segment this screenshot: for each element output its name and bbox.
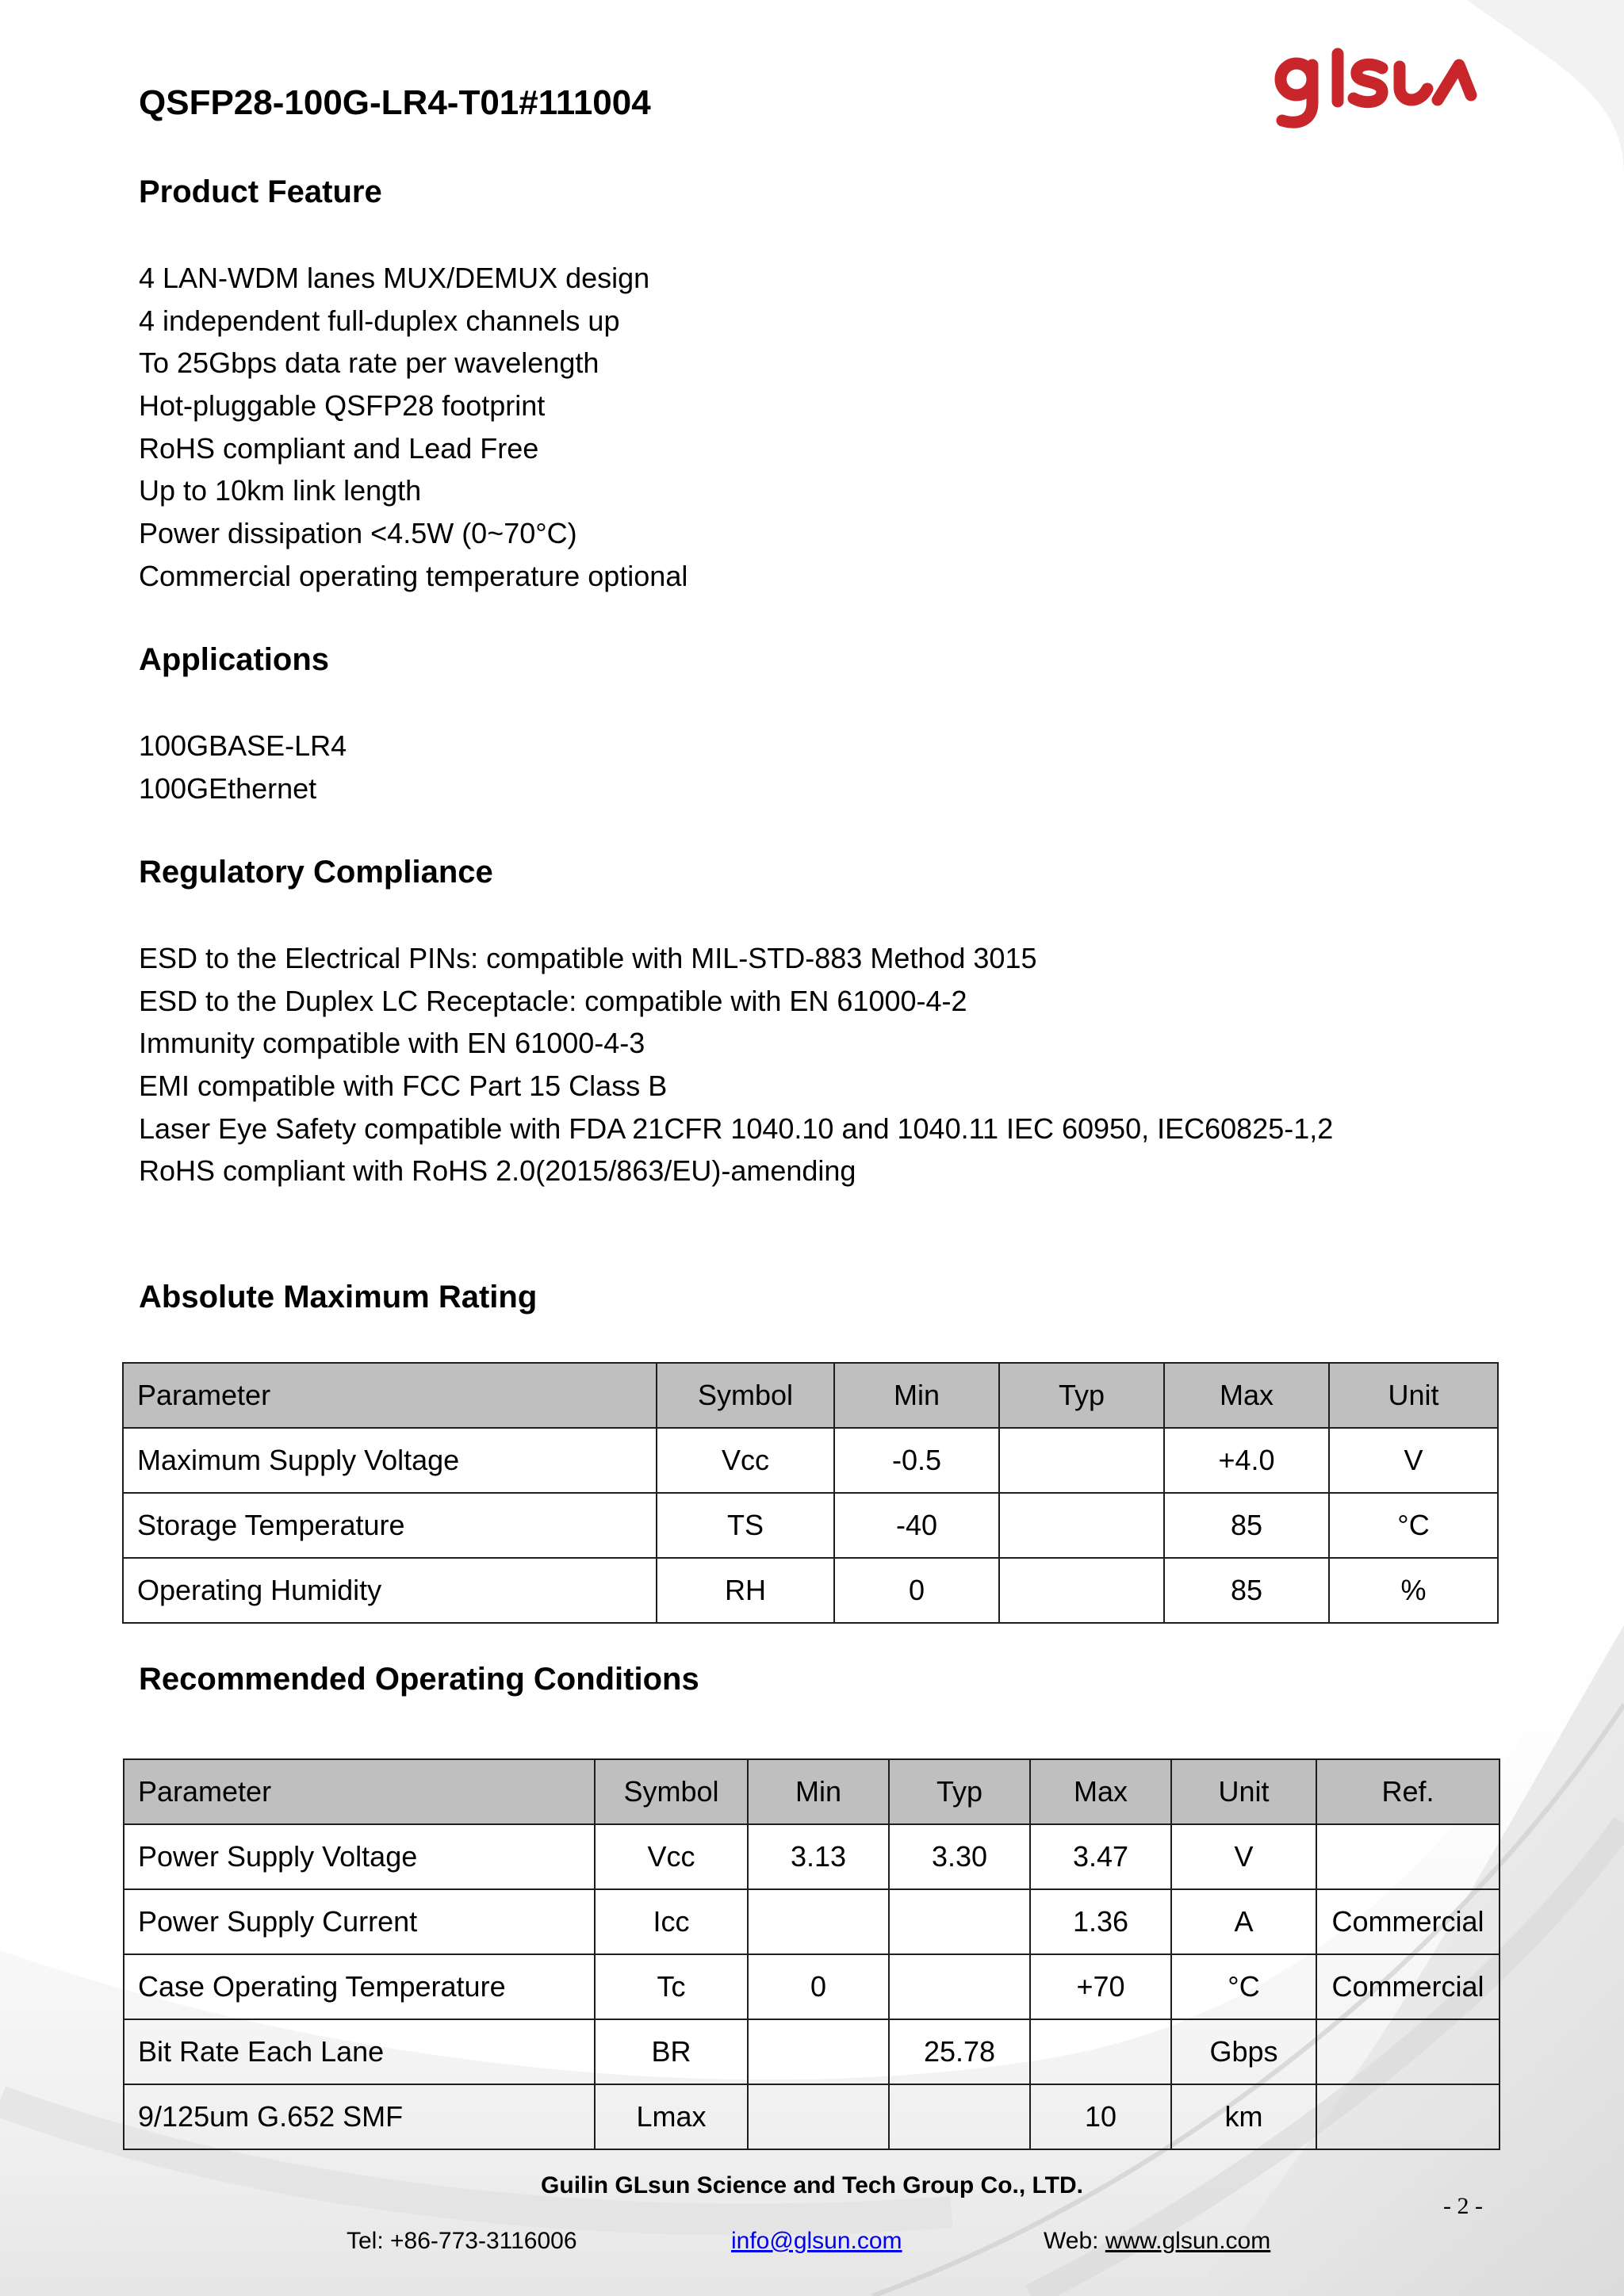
list-item: 100GEthernet	[139, 771, 317, 805]
table-cell: Vcc	[595, 1824, 748, 1889]
list-item: EMI compatible with FCC Part 15 Class B	[139, 1070, 668, 1103]
column-header: Parameter	[124, 1759, 595, 1824]
column-header: Min	[834, 1363, 999, 1428]
table-cell: 0	[748, 1954, 889, 2019]
table-cell: 3.47	[1030, 1824, 1171, 1889]
list-item: Immunity compatible with EN 61000-4-3	[139, 1027, 645, 1060]
column-header: Typ	[999, 1363, 1164, 1428]
table-cell: 3.13	[748, 1824, 889, 1889]
recommended-operating-conditions-table	[123, 1758, 1500, 2150]
table-cell: Maximum Supply Voltage	[123, 1428, 657, 1493]
list-item: RoHS compliant and Lead Free	[139, 431, 539, 465]
table-cell: 0	[834, 1558, 999, 1623]
column-header: Typ	[889, 1759, 1030, 1824]
section-heading-product-feature: Product Feature	[139, 174, 382, 209]
table-cell: Storage Temperature	[123, 1493, 657, 1558]
list-item: RoHS compliant with RoHS 2.0(2015/863/EU)-amending	[139, 1154, 856, 1188]
table-cell: TS	[657, 1493, 834, 1558]
table-row	[123, 1493, 1498, 1558]
section-heading-recommended-operating-conditions: Recommended Operating Conditions	[139, 1662, 699, 1697]
column-header: Ref.	[1316, 1759, 1500, 1824]
column-header: Min	[748, 1759, 889, 1824]
footer-telephone: Tel: +86-773-3116006	[347, 2228, 577, 2254]
applications-list	[139, 725, 347, 809]
table-cell: V	[1329, 1428, 1498, 1493]
page-number: - 2 -	[1443, 2193, 1483, 2219]
list-item: Laser Eye Safety compatible with FDA 21CFR 1040.10 and 1040.11 IEC 60950, IEC60825-1,2	[139, 1112, 1334, 1145]
table-cell: Vcc	[657, 1428, 834, 1493]
list-item: To 25Gbps data rate per wavelength	[139, 346, 599, 380]
table-cell: %	[1329, 1558, 1498, 1623]
table-cell: Lmax	[595, 2084, 748, 2149]
table-cell: +70	[1030, 1954, 1171, 2019]
table-header-row	[124, 1759, 1500, 1824]
table-cell: °C	[1171, 1954, 1316, 2019]
table-cell: 9/125um G.652 SMF	[124, 2084, 595, 2149]
table-cell: Bit Rate Each Lane	[124, 2019, 595, 2084]
table-cell: BR	[595, 2019, 748, 2084]
table-cell	[999, 1558, 1164, 1623]
column-header: Unit	[1171, 1759, 1316, 1824]
section-heading-absolute-maximum-rating: Absolute Maximum Rating	[139, 1280, 538, 1314]
list-item: Hot-pluggable QSFP28 footprint	[139, 389, 546, 423]
column-header: Symbol	[657, 1363, 834, 1428]
regulatory-compliance-list	[139, 937, 1333, 1192]
absolute-maximum-rating-table	[122, 1362, 1499, 1624]
list-item: ESD to the Electrical PINs: compatible with MIL-STD-883 Method 3015	[139, 942, 1037, 974]
table-cell: A	[1171, 1889, 1316, 1954]
table-cell: Case Operating Temperature	[124, 1954, 595, 2019]
table-cell: Commercial	[1316, 1954, 1500, 2019]
table-cell	[889, 1954, 1030, 2019]
column-header: Max	[1030, 1759, 1171, 1824]
table-cell	[1030, 2019, 1171, 2084]
table-cell: 1.36	[1030, 1889, 1171, 1954]
column-header: Unit	[1329, 1363, 1498, 1428]
column-header: Parameter	[123, 1363, 657, 1428]
table-cell: Gbps	[1171, 2019, 1316, 2084]
list-item: Up to 10km link length	[139, 474, 422, 507]
section-heading-regulatory-compliance: Regulatory Compliance	[139, 855, 493, 890]
table-cell: Power Supply Current	[124, 1889, 595, 1954]
table-cell	[889, 1889, 1030, 1954]
table-cell: Commercial	[1316, 1889, 1500, 1954]
table-cell	[1316, 2019, 1500, 2084]
table-cell: km	[1171, 2084, 1316, 2149]
list-item: Commercial operating temperature optional	[139, 559, 688, 592]
table-cell: -40	[834, 1493, 999, 1558]
table-row	[124, 1824, 1500, 1889]
table-cell	[748, 1889, 889, 1954]
list-item: Power dissipation <4.5W (0~70°C)	[139, 517, 577, 550]
footer-web-label: Web:	[1044, 2228, 1105, 2254]
table-cell: 85	[1164, 1558, 1329, 1623]
table-cell	[999, 1493, 1164, 1558]
table-row	[124, 2084, 1500, 2149]
table-cell	[748, 2019, 889, 2084]
list-item: 4 LAN-WDM lanes MUX/DEMUX design	[139, 262, 650, 294]
table-cell: +4.0	[1164, 1428, 1329, 1493]
product-feature-list	[139, 257, 688, 598]
column-header: Symbol	[595, 1759, 748, 1824]
table-cell: Tc	[595, 1954, 748, 2019]
list-item: ESD to the Duplex LC Receptacle: compatible with EN 61000-4-2	[139, 984, 967, 1017]
list-item: 4 independent full-duplex channels up	[139, 304, 620, 337]
table-cell: Operating Humidity	[123, 1558, 657, 1623]
footer-email-link[interactable]: info@glsun.com	[731, 2228, 902, 2254]
table-cell: 25.78	[889, 2019, 1030, 2084]
table-row	[124, 1954, 1500, 2019]
table-header-row	[123, 1363, 1498, 1428]
table-row	[123, 1428, 1498, 1493]
table-cell	[1316, 2084, 1500, 2149]
table-cell: Icc	[595, 1889, 748, 1954]
table-cell: °C	[1329, 1493, 1498, 1558]
table-cell	[999, 1428, 1164, 1493]
section-heading-applications: Applications	[139, 642, 330, 677]
table-row	[124, 2019, 1500, 2084]
column-header: Max	[1164, 1363, 1329, 1428]
table-cell: RH	[657, 1558, 834, 1623]
table-cell: 3.30	[889, 1824, 1030, 1889]
footer-company-name: Guilin GLsun Science and Tech Group Co., LTD.	[541, 2172, 1083, 2198]
table-row	[123, 1558, 1498, 1623]
table-cell	[889, 2084, 1030, 2149]
table-cell: Power Supply Voltage	[124, 1824, 595, 1889]
table-cell: V	[1171, 1824, 1316, 1889]
table-cell	[748, 2084, 889, 2149]
footer-website-link[interactable]: www.glsun.com	[1105, 2228, 1271, 2254]
table-row	[124, 1889, 1500, 1954]
table-cell: 85	[1164, 1493, 1329, 1558]
list-item: 100GBASE-LR4	[139, 729, 347, 762]
table-cell: 10	[1030, 2084, 1171, 2149]
glsun-logo	[1273, 48, 1479, 135]
table-cell: -0.5	[834, 1428, 999, 1493]
table-cell	[1316, 1824, 1500, 1889]
footer-website	[1044, 2228, 1270, 2255]
document-title: QSFP28-100G-LR4-T01#111004	[139, 83, 651, 122]
